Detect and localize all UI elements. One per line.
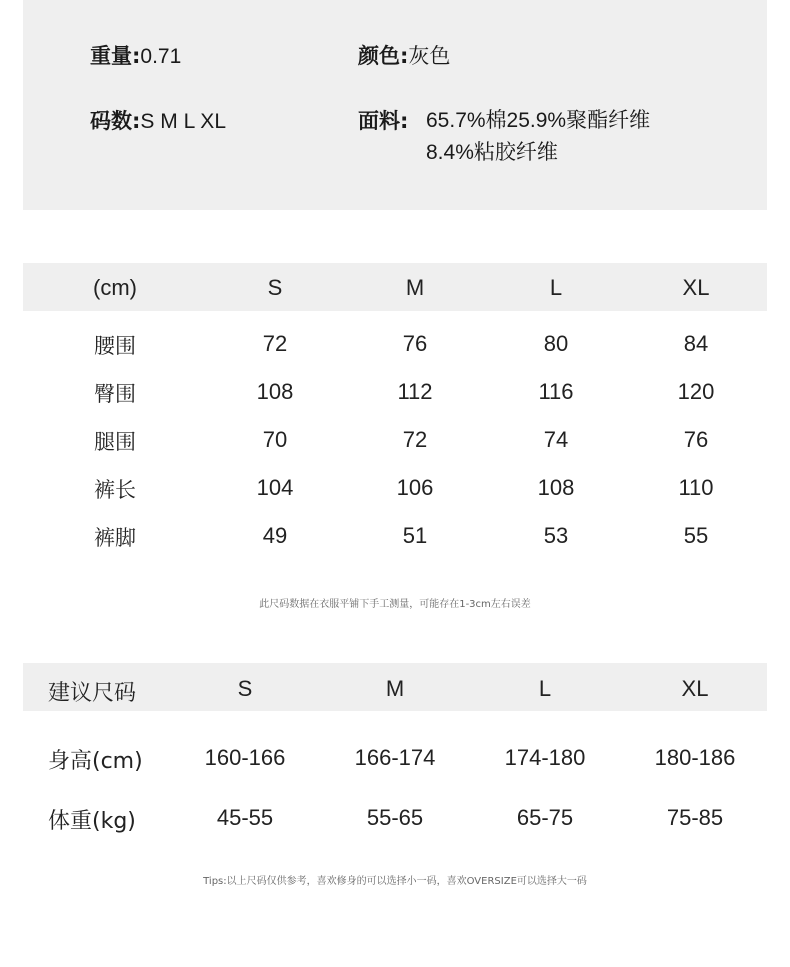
weight-label: 重量:: [90, 44, 141, 68]
size-cell: 76: [683, 427, 709, 452]
size-header-l: L: [549, 275, 563, 300]
size-cell: 53: [543, 523, 569, 548]
size-header-unit: (cm): [93, 275, 137, 300]
recommend-cell: 180-186: [654, 745, 736, 770]
recommend-header-xl: XL: [681, 676, 709, 701]
size-cell: 110: [678, 475, 714, 500]
recommend-row-name: 体重(kg): [48, 809, 136, 834]
size-cell: 112: [397, 379, 433, 404]
sizes-info: [90, 105, 226, 138]
size-row-name: 腿围: [94, 430, 136, 454]
recommend-header-m: M: [385, 676, 405, 701]
weight-value: 0.71: [140, 45, 182, 68]
recommend-cell: 55-65: [366, 805, 424, 830]
recommend-header-s: S: [237, 676, 253, 701]
color-value: 灰色: [408, 44, 451, 68]
size-cell: 84: [683, 331, 709, 356]
size-cell: 108: [537, 475, 575, 500]
size-cell: 72: [262, 331, 288, 356]
size-tips: Tips:以上尺码仅供参考，喜欢修身的可以选择小一码，喜欢OVERSIZE可以选择大一码: [203, 876, 587, 887]
size-row-name: 腰围: [94, 334, 136, 358]
recommend-header-title: 建议尺码: [48, 681, 137, 706]
size-cell: 72: [402, 427, 428, 452]
color-info: [358, 40, 450, 72]
recommend-cell: 160-166: [204, 745, 286, 770]
fabric-line-1: 65.7%棉25.9%聚酯纤维: [426, 109, 651, 132]
size-cell: 104: [256, 475, 294, 500]
size-row-name: 臀围: [94, 382, 136, 406]
size-header-m: M: [405, 275, 425, 300]
measurement-note: 此尺码数据在衣服平铺下手工测量，可能存在1-3cm左右误差: [259, 599, 531, 610]
fabric-line-2: 8.4%粘胶纤维: [426, 141, 558, 164]
size-cell: 55: [683, 523, 709, 548]
weight-info: [90, 40, 181, 73]
size-cell: 76: [402, 331, 428, 356]
sizes-label: 码数:: [90, 109, 141, 133]
recommend-cell: 65-75: [516, 805, 574, 830]
size-cell: 108: [256, 379, 294, 404]
recommend-cell: 75-85: [666, 805, 724, 830]
color-label: 颜色:: [358, 44, 409, 68]
size-header-xl: XL: [682, 275, 710, 300]
size-cell: 116: [538, 379, 574, 404]
size-cell: 106: [396, 475, 434, 500]
size-cell: 49: [262, 523, 288, 548]
size-cell: 120: [677, 379, 715, 404]
recommend-cell: 45-55: [216, 805, 274, 830]
recommend-cell: 166-174: [354, 745, 436, 770]
recommend-cell: 174-180: [504, 745, 586, 770]
sizes-value: S M L XL: [140, 110, 226, 133]
recommend-header-l: L: [538, 676, 552, 701]
size-cell: 80: [543, 331, 569, 356]
fabric-label: 面料:: [358, 109, 409, 133]
size-row-name: 裤脚: [94, 526, 136, 550]
size-header-s: S: [267, 275, 283, 300]
size-row-name: 裤长: [94, 478, 136, 502]
recommend-row-name: 身高(cm): [48, 749, 143, 774]
size-cell: 51: [402, 523, 428, 548]
size-cell: 70: [262, 427, 288, 452]
size-cell: 74: [543, 427, 569, 452]
